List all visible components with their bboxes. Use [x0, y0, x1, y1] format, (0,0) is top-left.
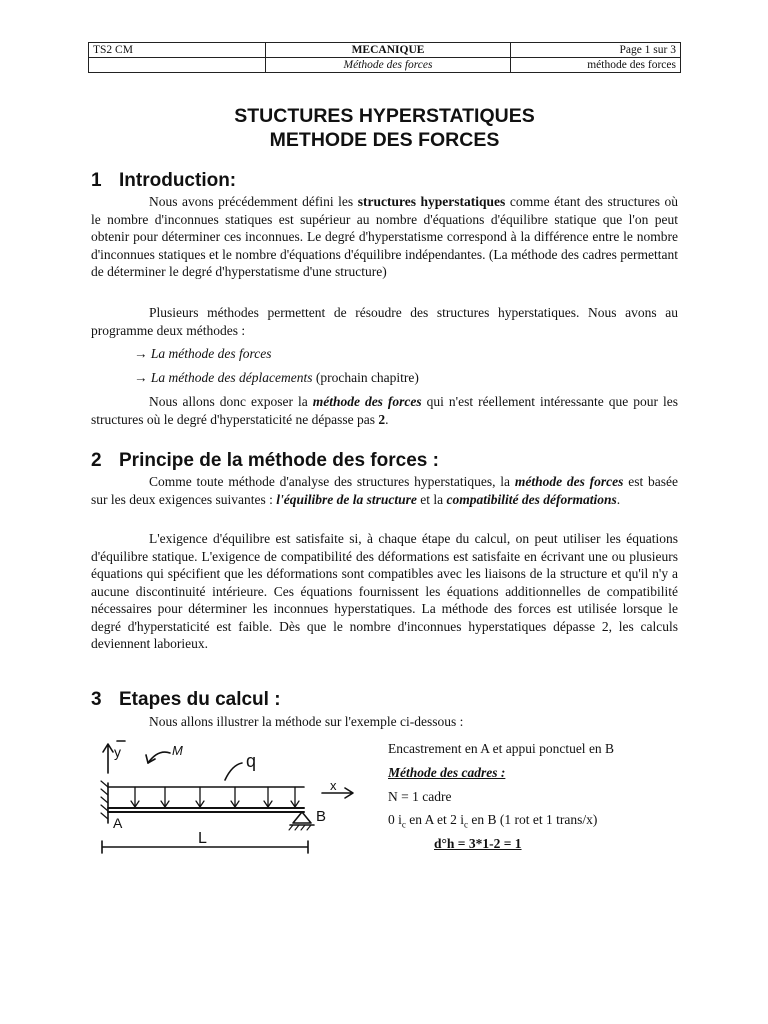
header-page: Page 1 sur 3 [511, 43, 681, 58]
section1-number: 1 [91, 170, 102, 191]
label-x: x [330, 778, 337, 793]
header-right-sub: méthode des forces [511, 58, 681, 73]
label-a: A [113, 815, 123, 831]
section3-number: 3 [91, 689, 102, 710]
support-description: Encastrement en A et appui ponctuel en B [388, 741, 615, 756]
label-b: B [316, 808, 327, 825]
beam [108, 808, 304, 812]
y-axis-arrow [103, 744, 113, 773]
label-l: L [198, 830, 207, 847]
x-axis-arrow [322, 788, 353, 798]
load-arrows [131, 787, 299, 807]
page-title-line1: STUCTURES HYPERSTATIQUES [234, 105, 535, 127]
section1-heading [91, 170, 236, 192]
page-title-line2: METHODE DES FORCES [269, 129, 500, 151]
section2-heading [91, 450, 439, 472]
section1-paragraph1: Nous avons précédemment défini les structures hyperstatiques comme étant des structures où le nombre d'inconnues statiques est supérieur au nombre d'équations d'équilibre statique que l'on peut obtenir pour déterminer ces inconnues. Le degré d'hyperstatisme correspond à la différence entre le nombre d'inconnues statiques et le nombre d'équations d'équilibre indépendantes. (La méthode des cadres permettant de déterminer le degré d'hyperstatisme d'une structure) [91, 194, 679, 279]
label-y: y [114, 744, 121, 760]
section2-number: 2 [91, 450, 102, 471]
section2-paragraph2: L'exigence d'équilibre est satisfaite si, à chaque étape du calcul, on peut utiliser les équations d'équilibre statique. L'exigence de compatibilité des déformations est satisfaite en écrivant une ou plusieurs équations qui spécifient que les déformations sont compatibles avec les liaisons de la structure et qu'il n'y a aucune discontinuité intérieure. Ces équations fournissent les équations additionnelles de compatibilité nécessaires pour déterminer les inconnues hyperstatiques. La méthode des forces est utilisée lorsque le degré d'hyperstaticité est faible. Dès que le nombre d'inconnues hyperstatiques dépasse 2, les calculs deviennent laborieux. [91, 531, 678, 651]
hyperstatic-degree: d°h = 3*1-2 = 1 [434, 836, 522, 851]
cadres-count: N = 1 cadre [388, 789, 452, 804]
cadres-method-heading: Méthode des cadres : [388, 765, 506, 780]
method-item-deplacements: → La méthode des déplacements (prochain chapitre) [134, 370, 419, 385]
beam-figure [90, 735, 380, 860]
pin-support-B [293, 812, 311, 823]
connections-count: 0 $i_c$ en A et 2 $i_c$ en B (1 rot et 1 trans/x) [388, 812, 598, 830]
header-subject: MECANIQUE [266, 43, 511, 58]
section2-title: Principe de la méthode des forces : [119, 450, 439, 471]
section1-title: Introduction: [119, 170, 237, 191]
arrow-right-icon: → [134, 346, 148, 361]
label-q: q [246, 751, 257, 771]
header-empty-cell [89, 58, 266, 73]
section1-paragraph2: Plusieurs méthodes permettent de résoudre des structures hyperstatiques. Nous avons au programme deux méthodes : [91, 305, 678, 338]
section2-paragraph1: Comme toute méthode d'analyse des structures hyperstatiques, la méthode des forces est basée sur les deux exigences suivantes : l'équilibre de la structure et la compatibilité des déformations. [91, 474, 678, 507]
section3-heading [91, 689, 281, 711]
section3-title: Etapes du calcul : [119, 689, 281, 710]
header-subtitle: Méthode des forces [266, 58, 511, 73]
label-m: M [172, 743, 183, 758]
section1-paragraph3: Nous allons donc exposer la méthode des forces qui n'est réellement intéressante que pour les structures où le degré d'hyperstaticité ne dépasse pas 2. [91, 394, 678, 427]
arrow-right-icon: → [134, 370, 148, 385]
section3-intro: Nous allons illustrer la méthode sur l'exemple ci-dessous : [149, 714, 464, 729]
header-class: TS2 CM [89, 43, 266, 58]
header-table [88, 42, 681, 73]
method-item-forces: → La méthode des forces [134, 346, 272, 361]
